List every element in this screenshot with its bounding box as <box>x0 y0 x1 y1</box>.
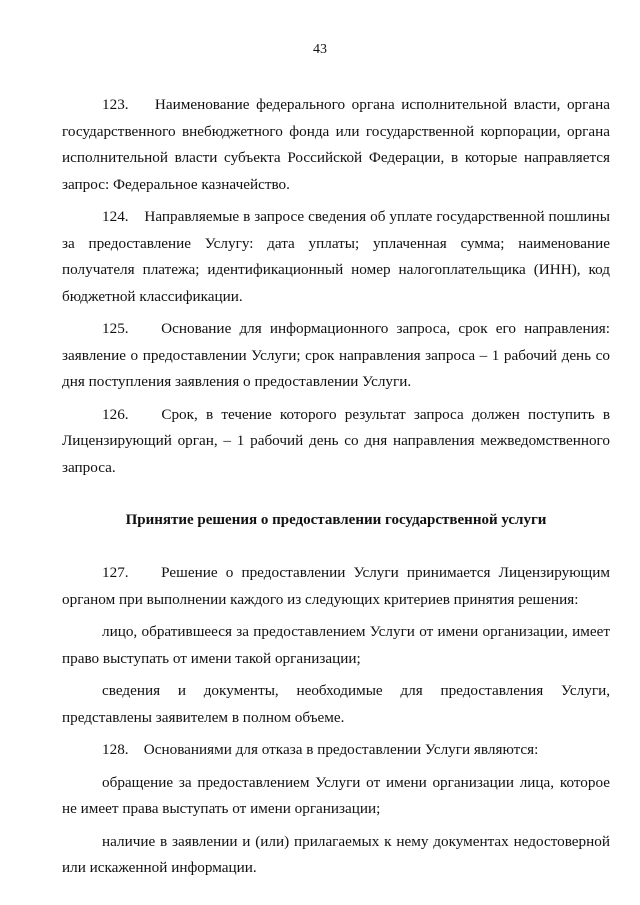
paragraph-127-criterion-2: сведения и документы, необходимые для предоставления Услуги, представлены заявителем в полном объеме. <box>62 682 610 726</box>
paragraph-127-criterion-1: лицо, обратившееся за предоставлением Услуги от имени организации, имеет право выступать от имени такой организации; <box>62 623 610 667</box>
paragraph-127: 127. Решение о предоставлении Услуги принимается Лицензирующим органом при выполнении каждого из следующих критериев принятия решения: <box>62 564 610 608</box>
paragraph-124: 124. Направляемые в запросе сведения об уплате государственной пошлины за предоставление Услугу: дата уплаты; уплаченная сумма; наименование получателя платежа; идентификационный номер налогоплательщика (ИНН), код бюджетной классификации. <box>62 208 610 305</box>
document-body <box>62 92 610 888</box>
paragraph-128: 128. Основаниями для отказа в предоставлении Услуги являются: <box>102 741 539 758</box>
section-heading: Принятие решения о предоставлении государственной услуги <box>125 512 547 528</box>
page-number: 43 <box>313 42 327 57</box>
paragraph-123: 123. Наименование федерального органа исполнительной власти, органа государственного внебюджетного фонда или государственной корпорации, органа исполнительной власти субъекта Российской Федерации, в которые направляется запрос: Федеральное казначейство. <box>62 96 610 193</box>
paragraph-125: 125. Основание для информационного запроса, срок его направления: заявление о предоставлении Услуги; срок направления запроса – 1 рабочий день со дня поступления заявления о предоставлении Услуги. <box>62 320 610 390</box>
paragraph-128-ground-1: обращение за предоставлением Услуги от имени организации лица, которое не имеет права выступать от имени организации; <box>62 773 610 817</box>
paragraph-126: 126. Срок, в течение которого результат запроса должен поступить в Лицензирующий орган, – 1 рабочий день со дня направления межведомственного запроса. <box>62 405 610 476</box>
paragraph-128-ground-2: наличие в заявлении и (или) прилагаемых к нему документах недостоверной или искаженной информации. <box>62 832 610 876</box>
